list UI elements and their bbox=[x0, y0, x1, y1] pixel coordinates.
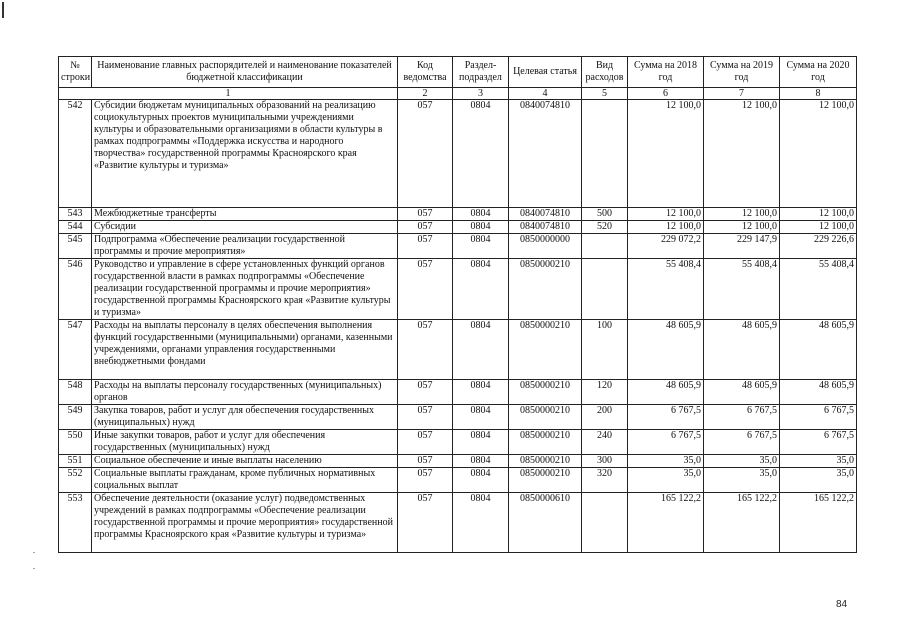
header-sum-2020: Сумма на 2020 год bbox=[780, 57, 857, 88]
row-name: Субсидии бюджетам муниципальных образований на реализацию социокультурных проектов муниципальными учреждениями культуры и образовательными организациями в области культуры в рамках подпрограммы «Поддержка искусства и народного творчества» государственной программы Красноярского края «Развитие культуры и туризма» bbox=[92, 100, 398, 208]
table-row bbox=[59, 405, 857, 430]
row-number: 544 bbox=[59, 221, 92, 234]
sum-2018: 35,0 bbox=[628, 468, 704, 493]
target-article: 0850000210 bbox=[509, 455, 582, 468]
table-row bbox=[59, 208, 857, 221]
department-code: 057 bbox=[398, 208, 453, 221]
sum-2018: 12 100,0 bbox=[628, 221, 704, 234]
sum-2020: 12 100,0 bbox=[780, 100, 857, 208]
row-name: Иные закупки товаров, работ и услуг для обеспечения государственных (муниципальных) нужд bbox=[92, 430, 398, 455]
target-article: 0850000210 bbox=[509, 405, 582, 430]
table-body bbox=[59, 100, 857, 553]
department-code: 057 bbox=[398, 100, 453, 208]
row-number: 542 bbox=[59, 100, 92, 208]
header-name: Наименование главных распорядителей и наименование показателей бюджетной классификации bbox=[92, 57, 398, 88]
column-number-row bbox=[59, 88, 857, 100]
sum-2020: 229 226,6 bbox=[780, 234, 857, 259]
row-name: Закупка товаров, работ и услуг для обеспечения государственных (муниципальных) нужд bbox=[92, 405, 398, 430]
sum-2018: 6 767,5 bbox=[628, 405, 704, 430]
target-article: 0840074810 bbox=[509, 100, 582, 208]
row-number: 546 bbox=[59, 259, 92, 320]
section-code: 0804 bbox=[453, 455, 509, 468]
row-name: Субсидии bbox=[92, 221, 398, 234]
expense-type: 200 bbox=[582, 405, 628, 430]
target-article: 0840074810 bbox=[509, 221, 582, 234]
target-article: 0850000610 bbox=[509, 493, 582, 553]
department-code: 057 bbox=[398, 259, 453, 320]
table-row bbox=[59, 380, 857, 405]
sum-2020: 48 605,9 bbox=[780, 320, 857, 380]
expense-type: 240 bbox=[582, 430, 628, 455]
department-code: 057 bbox=[398, 405, 453, 430]
expense-type bbox=[582, 259, 628, 320]
page-number: 84 bbox=[836, 599, 848, 610]
column-number: 4 bbox=[509, 88, 582, 100]
table-row bbox=[59, 100, 857, 208]
sum-2019: 12 100,0 bbox=[704, 208, 780, 221]
row-number: 551 bbox=[59, 455, 92, 468]
sum-2018: 12 100,0 bbox=[628, 100, 704, 208]
sum-2020: 55 408,4 bbox=[780, 259, 857, 320]
row-number: 550 bbox=[59, 430, 92, 455]
sum-2018: 48 605,9 bbox=[628, 380, 704, 405]
row-name: Обеспечение деятельности (оказание услуг) подведомственных учреждений в рамках подпрограммы «Обеспечение реализации государственной программы и прочие мероприятия» государственной программы Красноярского края «Развитие культуры и туризма» bbox=[92, 493, 398, 553]
expense-type: 520 bbox=[582, 221, 628, 234]
expense-type: 100 bbox=[582, 320, 628, 380]
row-name: Руководство и управление в сфере установленных функций органов государственной власти в рамках подпрограммы «Обеспечение реализации государственной программы и прочие мероприятия» государственной программы Красноярского края «Развитие культуры и туризма» bbox=[92, 259, 398, 320]
column-number: 2 bbox=[398, 88, 453, 100]
section-code: 0804 bbox=[453, 430, 509, 455]
target-article: 0850000000 bbox=[509, 234, 582, 259]
row-name: Расходы на выплаты персоналу государственных (муниципальных) органов bbox=[92, 380, 398, 405]
department-code: 057 bbox=[398, 320, 453, 380]
row-name: Подпрограмма «Обеспечение реализации государственной программы и прочие мероприятия» bbox=[92, 234, 398, 259]
target-article: 0840074810 bbox=[509, 208, 582, 221]
column-number: 1 bbox=[59, 88, 398, 100]
target-article: 0850000210 bbox=[509, 468, 582, 493]
margin-tick bbox=[33, 568, 35, 569]
sum-2018: 35,0 bbox=[628, 455, 704, 468]
sum-2020: 6 767,5 bbox=[780, 405, 857, 430]
row-name: Социальное обеспечение и иные выплаты населению bbox=[92, 455, 398, 468]
document-page bbox=[58, 56, 857, 553]
table-row bbox=[59, 430, 857, 455]
section-code: 0804 bbox=[453, 468, 509, 493]
table-row bbox=[59, 468, 857, 493]
table-row bbox=[59, 259, 857, 320]
header-row-number: № строки bbox=[59, 57, 92, 88]
column-number: 8 bbox=[780, 88, 857, 100]
sum-2019: 35,0 bbox=[704, 468, 780, 493]
header-sum-2019: Сумма на 2019 год bbox=[704, 57, 780, 88]
sum-2020: 6 767,5 bbox=[780, 430, 857, 455]
section-code: 0804 bbox=[453, 100, 509, 208]
section-code: 0804 bbox=[453, 208, 509, 221]
header-expense-type: Вид расходов bbox=[582, 57, 628, 88]
row-number: 547 bbox=[59, 320, 92, 380]
expense-type: 300 bbox=[582, 455, 628, 468]
expense-type bbox=[582, 234, 628, 259]
scan-edge-mark bbox=[2, 2, 4, 18]
column-number: 7 bbox=[704, 88, 780, 100]
sum-2019: 165 122,2 bbox=[704, 493, 780, 553]
column-number: 5 bbox=[582, 88, 628, 100]
table-row bbox=[59, 493, 857, 553]
target-article: 0850000210 bbox=[509, 320, 582, 380]
expense-type: 500 bbox=[582, 208, 628, 221]
section-code: 0804 bbox=[453, 380, 509, 405]
row-number: 548 bbox=[59, 380, 92, 405]
sum-2020: 35,0 bbox=[780, 455, 857, 468]
sum-2019: 6 767,5 bbox=[704, 405, 780, 430]
table-row bbox=[59, 455, 857, 468]
column-number: 3 bbox=[453, 88, 509, 100]
sum-2019: 12 100,0 bbox=[704, 100, 780, 208]
target-article: 0850000210 bbox=[509, 259, 582, 320]
section-code: 0804 bbox=[453, 320, 509, 380]
row-number: 553 bbox=[59, 493, 92, 553]
sum-2018: 6 767,5 bbox=[628, 430, 704, 455]
row-name: Расходы на выплаты персоналу в целях обеспечения выполнения функций государственными (муниципальными) органами, казенными учреждениями, органами управления государственными внебюджетными фондами bbox=[92, 320, 398, 380]
sum-2018: 165 122,2 bbox=[628, 493, 704, 553]
header-target-article: Целевая статья bbox=[509, 57, 582, 88]
sum-2019: 48 605,9 bbox=[704, 380, 780, 405]
sum-2018: 55 408,4 bbox=[628, 259, 704, 320]
department-code: 057 bbox=[398, 430, 453, 455]
row-number: 552 bbox=[59, 468, 92, 493]
sum-2019: 55 408,4 bbox=[704, 259, 780, 320]
sum-2020: 48 605,9 bbox=[780, 380, 857, 405]
row-number: 545 bbox=[59, 234, 92, 259]
department-code: 057 bbox=[398, 493, 453, 553]
section-code: 0804 bbox=[453, 493, 509, 553]
row-name: Социальные выплаты гражданам, кроме публичных нормативных социальных выплат bbox=[92, 468, 398, 493]
table-row bbox=[59, 221, 857, 234]
margin-tick bbox=[33, 552, 35, 553]
sum-2019: 35,0 bbox=[704, 455, 780, 468]
row-number: 549 bbox=[59, 405, 92, 430]
row-number: 543 bbox=[59, 208, 92, 221]
sum-2019: 48 605,9 bbox=[704, 320, 780, 380]
section-code: 0804 bbox=[453, 221, 509, 234]
sum-2020: 165 122,2 bbox=[780, 493, 857, 553]
sum-2020: 12 100,0 bbox=[780, 208, 857, 221]
sum-2019: 12 100,0 bbox=[704, 221, 780, 234]
department-code: 057 bbox=[398, 468, 453, 493]
header-department-code: Код ведомства bbox=[398, 57, 453, 88]
header-section: Раздел-подраздел bbox=[453, 57, 509, 88]
target-article: 0850000210 bbox=[509, 380, 582, 405]
expense-type: 320 bbox=[582, 468, 628, 493]
expense-type bbox=[582, 493, 628, 553]
sum-2020: 35,0 bbox=[780, 468, 857, 493]
expense-type: 120 bbox=[582, 380, 628, 405]
sum-2018: 48 605,9 bbox=[628, 320, 704, 380]
section-code: 0804 bbox=[453, 234, 509, 259]
table-row bbox=[59, 234, 857, 259]
sum-2018: 12 100,0 bbox=[628, 208, 704, 221]
department-code: 057 bbox=[398, 455, 453, 468]
expense-type bbox=[582, 100, 628, 208]
sum-2019: 229 147,9 bbox=[704, 234, 780, 259]
column-number: 6 bbox=[628, 88, 704, 100]
budget-table bbox=[58, 56, 857, 553]
sum-2020: 12 100,0 bbox=[780, 221, 857, 234]
department-code: 057 bbox=[398, 234, 453, 259]
table-header-row bbox=[59, 57, 857, 88]
target-article: 0850000210 bbox=[509, 430, 582, 455]
sum-2019: 6 767,5 bbox=[704, 430, 780, 455]
header-sum-2018: Сумма на 2018 год bbox=[628, 57, 704, 88]
row-name: Межбюджетные трансферты bbox=[92, 208, 398, 221]
table-row bbox=[59, 320, 857, 380]
section-code: 0804 bbox=[453, 259, 509, 320]
sum-2018: 229 072,2 bbox=[628, 234, 704, 259]
department-code: 057 bbox=[398, 221, 453, 234]
section-code: 0804 bbox=[453, 405, 509, 430]
department-code: 057 bbox=[398, 380, 453, 405]
